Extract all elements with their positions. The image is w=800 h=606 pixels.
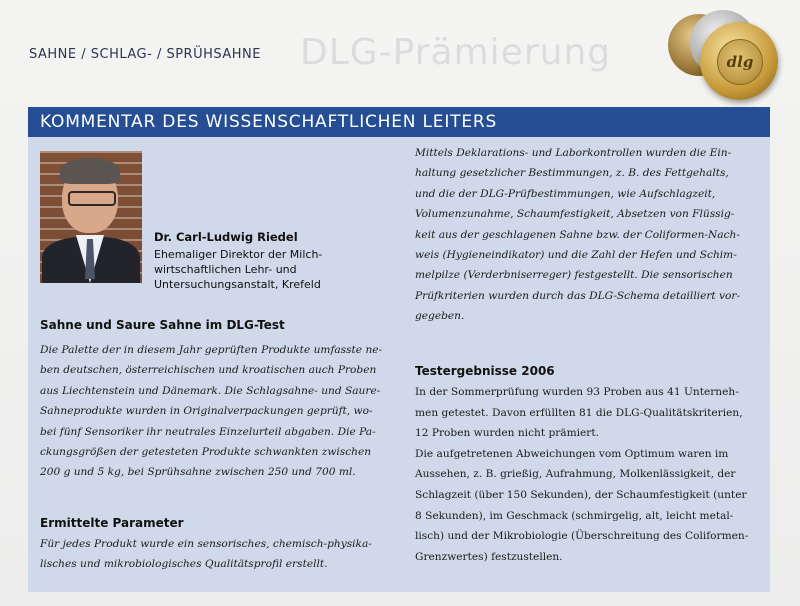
text-line: weis (Hygieneindikator) und die Zahl der Hefen und Schim-: [415, 249, 737, 262]
text-line: aus Liechtenstein und Dänemark. Die Schlagsahne- und Saure-: [40, 384, 381, 397]
text-line: 8 Sekunden), im Geschmack (schmirgelig, alt, leicht metal-: [415, 509, 734, 522]
text-line: Die aufgetretenen Abweichungen vom Optimum waren im: [415, 447, 729, 460]
text-line: bei fünf Sensoriker ihr neutrales Einzelurteil abgaben. Die Pa-: [40, 425, 376, 438]
author-photo: [40, 151, 142, 283]
text-line: Grenzwertes) festzustellen.: [415, 550, 563, 563]
text-line: melpilze (Verderbniserreger) festgestellt. Die sensorischen: [415, 269, 733, 282]
text-line: ben deutschen, österreichischen und kroatischen auch Proben: [40, 364, 377, 377]
text-line: Volumenzunahme, Schaumfestigkeit, Absetzen von Flüssig-: [415, 208, 735, 221]
glasses: [68, 191, 116, 206]
text-line: Mittels Deklarations- und Laborkontrollen wurden die Ein-: [415, 147, 732, 159]
gold-medal-front: [700, 22, 778, 100]
author-name: Dr. Carl-Ludwig Riedel: [154, 230, 298, 244]
text-line: ckungsgrößen der getesteten Produkte schwankten zwischen: [40, 446, 372, 459]
author-role: [154, 247, 384, 292]
text-line: Schlagzeit (über 150 Sekunden), der Schaumfestigkeit (unter: [415, 488, 747, 501]
text-line: und die der DLG-Prüfbestimmungen, wie Aufschlagzeit,: [415, 187, 716, 200]
author-role-line: Ehemaliger Direktor der Milch-: [154, 248, 323, 261]
panel-title: KOMMENTAR DES WISSENSCHAFTLICHEN LEITERS: [40, 112, 498, 132]
author-role-line: wirtschaftlichen Lehr- und: [154, 263, 297, 276]
medal-logo: dlg: [717, 39, 763, 85]
text-line: Die Palette der in diesem Jahr geprüften Produkte umfasste ne-: [40, 344, 383, 356]
heading-parameter: Ermittelte Parameter: [40, 516, 184, 530]
heading-sahne-test: Sahne und Saure Sahne im DLG-Test: [40, 318, 285, 332]
heading-testergebnisse: Testergebnisse 2006: [415, 364, 555, 378]
text-line: men getestet. Davon erfüllten 81 die DLG-Qualitätskriterien,: [415, 406, 743, 419]
comment-panel: [28, 107, 770, 592]
text-line: Sahneprodukte wurden in Originalverpackungen geprüft, wo-: [40, 405, 373, 418]
text-line: 12 Proben wurden nicht prämiert.: [415, 427, 599, 440]
text-line: lisch) und der Mikrobiologie (Überschreitung des Coliformen-: [415, 530, 749, 543]
panel-header: [28, 107, 770, 137]
text-line: lisches und mikrobiologisches Qualitätsprofil erstellt.: [40, 558, 328, 571]
text-line: Für jedes Produkt wurde ein sensorisches, chemisch-physika-: [40, 538, 372, 550]
text-line: haltung gesetzlicher Bestimmungen, z. B. des Fettgehalts,: [415, 167, 729, 180]
paragraph-palette: [40, 340, 400, 483]
paragraph-kontrollen: [415, 143, 760, 327]
section-label: SAHNE / SCHLAG- / SPRÜHSAHNE: [29, 47, 261, 62]
paragraph-parameter: [40, 534, 400, 575]
dlg-medals-image: [660, 8, 800, 98]
text-line: Aussehen, z. B. grießig, Aufrahmung, Molkenlässigkeit, der: [415, 468, 736, 481]
text-line: 200 g und 5 kg, bei Sprühsahne zwischen 250 und 700 ml.: [40, 466, 356, 479]
text-line: keit aus der geschlagenen Sahne bzw. der Coliformen-Nach-: [415, 228, 740, 241]
author-role-line: Untersuchungsanstalt, Krefeld: [154, 278, 321, 291]
paragraph-testergebnisse: [415, 382, 760, 567]
text-line: In der Sommerprüfung wurden 93 Proben aus 41 Unterneh-: [415, 386, 739, 398]
text-line: gegeben.: [415, 310, 465, 323]
hair: [60, 158, 120, 184]
text-line: Prüfkriterien wurden durch das DLG-Schema detailliert vor-: [415, 289, 741, 302]
watermark-title: DLG-Prämierung: [300, 32, 612, 73]
